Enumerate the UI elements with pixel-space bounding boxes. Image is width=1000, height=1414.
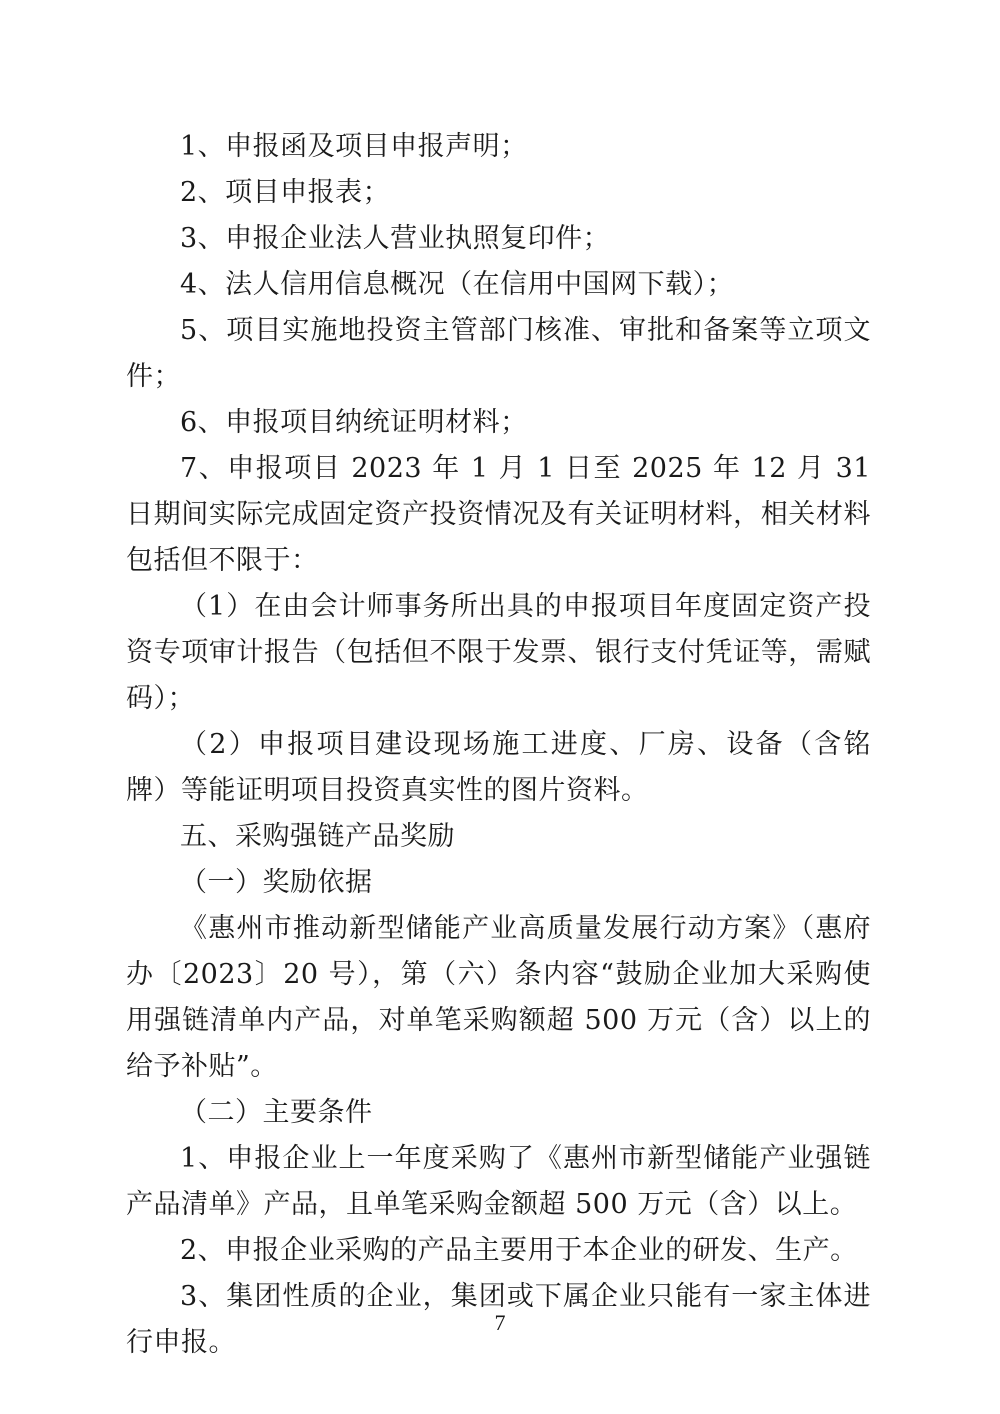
page-number: 7 xyxy=(494,1310,506,1335)
document-body xyxy=(126,124,871,1366)
condition-item-1: 1、申报企业上一年度采购了《惠州市新型储能产业强链产品清单》产品，且单笔采购金额超 500 万元（含）以上。 xyxy=(126,1143,871,1220)
list-item-6: 6、申报项目纳统证明材料； xyxy=(180,407,528,438)
basis-paragraph: 《惠州市推动新型储能产业高质量发展行动方案》（惠府办〔2023〕20 号），第（六）条内容“鼓励企业加大采购使用强链清单内产品，对单笔采购额超 500 万元（含）以上的给予补贴”。 xyxy=(126,913,871,1082)
list-item-3: 3、申报企业法人营业执照复印件； xyxy=(180,223,611,254)
list-item-5: 5、项目实施地投资主管部门核准、审批和备案等立项文件； xyxy=(126,315,871,392)
list-item-2: 2、项目申报表； xyxy=(180,177,391,208)
list-item-4: 4、法人信用信息概况（在信用中国网下载）； xyxy=(180,269,735,300)
list-item-7: 7、申报项目 2023 年 1 月 1 日至 2025 年 12 月 31 日期间实际完成固定资产投资情况及有关证明材料，相关材料包括但不限于： xyxy=(126,453,871,576)
condition-item-2: 2、申报企业采购的产品主要用于本企业的研发、生产。 xyxy=(180,1235,858,1266)
condition-item-3: 3、集团性质的企业，集团或下属企业只能有一家主体进行申报。 xyxy=(126,1281,871,1358)
sub-item-2: （2）申报项目建设现场施工进度、厂房、设备（含铭牌）等能证明项目投资真实性的图片资料。 xyxy=(126,729,871,806)
sub-item-1: （1）在由会计师事务所出具的申报项目年度固定资产投资专项审计报告（包括但不限于发票、银行支付凭证等，需赋码）； xyxy=(126,591,871,714)
subsection-heading-1: （一）奖励依据 xyxy=(180,867,373,898)
section-heading-5: 五、采购强链产品奖励 xyxy=(180,821,455,852)
subsection-heading-2: （二）主要条件 xyxy=(180,1097,373,1128)
list-item-1: 1、申报函及项目申报声明； xyxy=(180,131,528,162)
